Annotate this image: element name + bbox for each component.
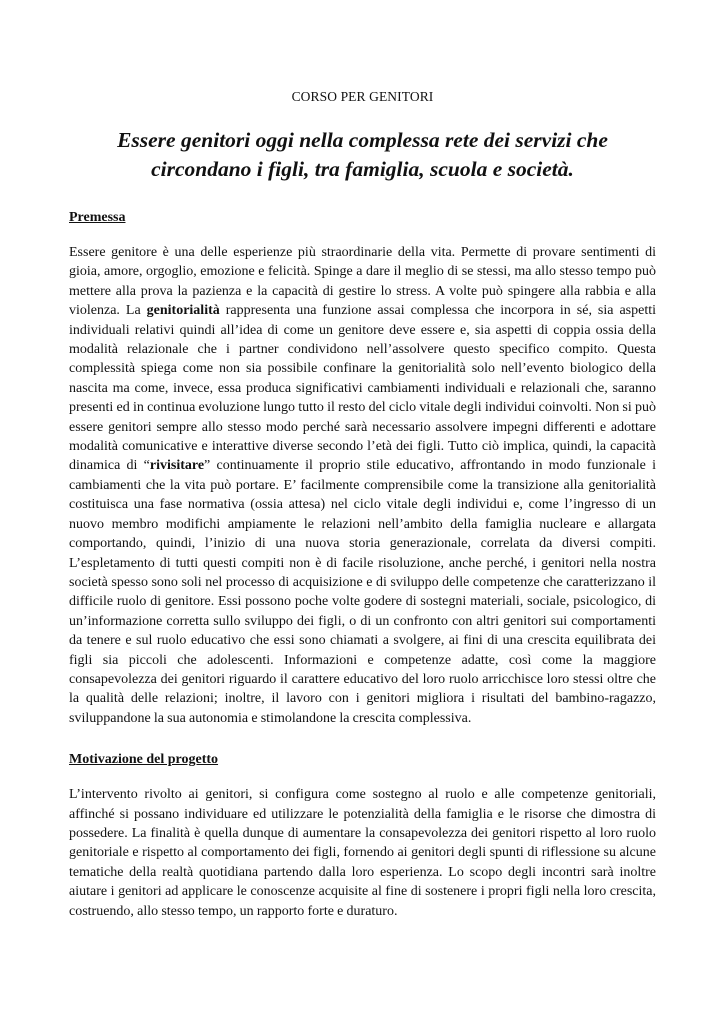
premessa-text-3: ” continuamente il proprio stile educativo, affrontando in modo funzionale i cambiamenti che la vita può portare. E’ facilmente comprensibile come la transizione alla genitorialità costituisca una fase normativa (ossia attesa) nel ciclo vitale degli individui e, come l’ingresso di un nuovo membro modifichi ampiamente le relazioni nell’ambito della famiglia nucleare e allargata comportando, quindi, l’inizio di una nuova storia generazionale, correlata da diversi compiti. L’espletamento di tutti questi compiti non è di facile risoluzione, anche perché, i genitori nella nostra società spesso sono soli nel processo di acquisizione e di sviluppo delle competenze che caratterizzano il difficile ruolo di genitore. Essi possono poche volte godere di sostegni materiali, sociale, psicologico, di un’informazione corretta sullo sviluppo dei figli, o di un confronto con altri genitori sui comportamenti da tenere e sul ruolo educativo che essi sono chiamati a svolgere, ai fini di una crescita equilibrata dei figli sia piccoli che adolescenti. Informazioni e competenze adatte, così come la maggiore consapevolezza dei genitori riguardo il carattere educativo del loro ruolo arricchisce loro stessi oltre che la qualità delle relazioni; inoltre, il lavoro con i genitori migliora i risultati del bambino-ragazzo, sviluppandone la sua autonomia e stimolandone la crescita complessiva. [69, 458, 656, 726]
premessa-paragraph [69, 243, 656, 728]
section-heading-motivazione: Motivazione del progetto [69, 752, 219, 768]
premessa-text-1: Essere genitore è una delle esperienze più straordinarie della vita. Permette di provare sentimenti di gioia, amore, orgoglio, emozione e felicità. Spinge a dare il meglio di se stessi, ma allo stesso tempo può mettere alla prova la pazienza e la capacità di gestire lo stress. A volte può spingere alla rabbia e alla violenza. La [69, 245, 656, 319]
section-heading-premessa: Premessa [69, 210, 126, 225]
course-overline: CORSO PER GENITORI [291, 89, 434, 104]
premessa-bold-genitorialita: genitorialità [146, 303, 220, 319]
premessa-bold-rivisitare: rivisitare [149, 458, 205, 474]
document-title: Essere genitori oggi nella complessa rete dei servizi che circondano i figli, tra famiglia, scuola e società. [117, 128, 608, 181]
premessa-text-2: rappresenta una funzione assai complessa che incorpora in sé, sia aspetti individuali relativi quindi all’idea di come un genitore deve essere e, sia aspetti di coppia ossia della modalità relazionale che i partner condividono nell’assolvere questo specifico compito. Questa complessità spiega come non sia possibile confinare la genitorialità solo nell’evento biologico della nascita ma come, invece, essa produca significativi cambiamenti individuali e relazionali che, saranno presenti ed in continua evoluzione lungo tutto il resto del ciclo vitale degli individui coinvolti. Non si può essere genitori sempre allo stesso modo perché sarà necessario assolvere impegni differenti e adottare modalità comunicative e interattive diverse secondo l’età dei figli. Tutto ciò implica, quindi, la capacità dinamica di “ [69, 303, 656, 474]
motivazione-paragraph: L’intervento rivolto ai genitori, si configura come sostegno al ruolo e alle competenze genitoriali, affinché si possano individuare ed utilizzare le potenzialità della famiglia e le risorse che dimostra di possedere. La finalità è quella dunque di aumentare la consapevolezza dei genitori rispetto al loro ruolo genitoriale e rispetto al comportamento dei figli, fornendo ai genitori degli spunti di riflessione su alcune tematiche della realtà quotidiana partendo dalla loro esperienza. Lo scopo degli incontri sarà inoltre aiutare i genitori ad applicare le conoscenze acquisite al fine di sostenere i propri figli nella loro crescita, costruendo, allo stesso tempo, un rapporto forte e duraturo. [69, 787, 656, 919]
